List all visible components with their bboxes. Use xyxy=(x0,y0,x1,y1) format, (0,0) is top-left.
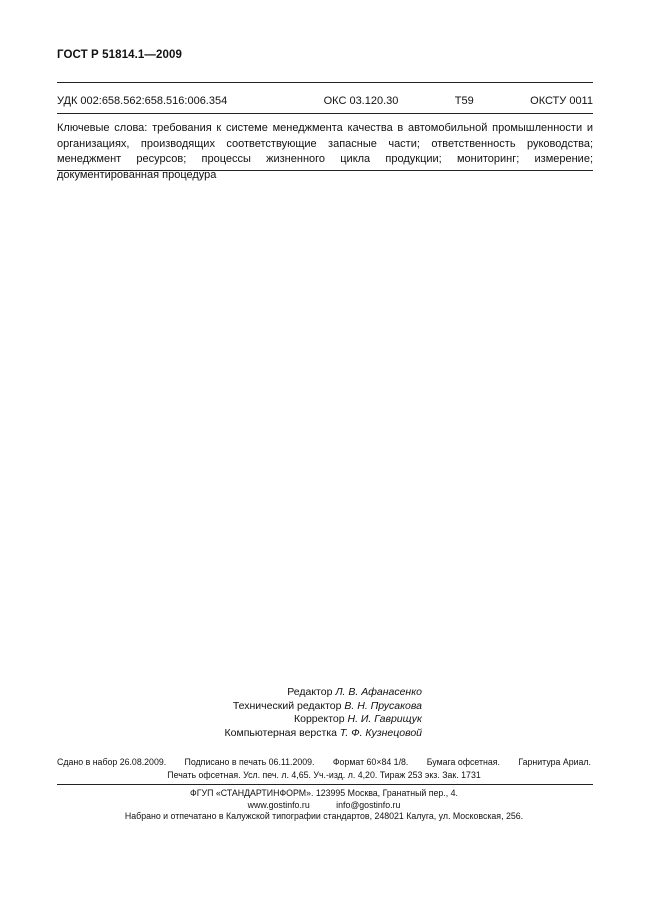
page-format: Формат 60×84 1/8. xyxy=(332,757,409,767)
publisher-block xyxy=(57,788,591,823)
credit-editor xyxy=(200,686,422,700)
classification-divider xyxy=(57,113,593,114)
udk-code: УДК 002:658.562:658.516:006.354 xyxy=(57,95,228,107)
credit-tech-editor xyxy=(200,700,422,714)
signed-date: Подписано в печать 06.11.2009. xyxy=(184,757,315,767)
publisher-website: www.gostinfo.ru xyxy=(247,799,310,810)
credit-role: Компьютерная верстка xyxy=(224,726,337,739)
printer-info: Набрано и отпечатано в Калужской типографии стандартов, 248021 Калуга, ул. Московская, 256. xyxy=(124,811,524,821)
credits-block xyxy=(200,686,422,740)
credit-role: Технический редактор xyxy=(232,699,342,712)
credit-role: Редактор xyxy=(287,686,333,698)
keywords-paragraph: Ключевые слова: требования к системе менеджмента качества в автомобильной промышленности и организациях, производящих соответствующие запасные части; ответственность руководства; менеджмент ресурсов; процессы жизненного цикла продукции; мониторинг; измерение; документированная процедура xyxy=(57,122,593,181)
credit-corrector xyxy=(200,713,422,727)
group-code: Т59 xyxy=(454,95,474,107)
top-divider xyxy=(57,82,593,83)
typeset-date: Сдано в набор 26.08.2009. xyxy=(57,757,167,767)
credit-name: В. Н. Прусакова xyxy=(344,699,422,712)
publisher-email: info@gostinfo.ru xyxy=(336,799,401,810)
printing-line-2: Печать офсетная. Усл. печ. л. 4,65. Уч.-изд. л. 4,20. Тираж 253 экз. Зак. 1731 xyxy=(167,770,481,780)
credit-name: Л. В. Афанасенко xyxy=(335,686,422,698)
printing-details xyxy=(57,756,591,782)
oks-code: ОКС 03.120.30 xyxy=(323,95,399,107)
classification-row xyxy=(57,95,593,107)
keywords-divider xyxy=(57,170,593,171)
paper-type: Бумага офсетная. xyxy=(426,757,501,767)
typeface: Гарнитура Ариал. xyxy=(518,757,591,767)
okstu-code: ОКСТУ 0011 xyxy=(530,95,593,107)
publisher-name: ФГУП «СТАНДАРТИНФОРМ». 123995 Москва, Гранатный пер., 4. xyxy=(190,788,458,798)
credit-role: Корректор xyxy=(294,713,345,725)
credit-name: Т. Ф. Кузнецовой xyxy=(339,726,422,739)
credit-name: Н. И. Гаврищук xyxy=(347,713,422,725)
publisher-divider xyxy=(57,784,593,785)
credit-layout xyxy=(200,727,422,741)
printing-line-1 xyxy=(57,756,591,769)
standard-designation: ГОСТ Р 51814.1—2009 xyxy=(57,49,182,61)
publisher-contacts xyxy=(57,800,591,812)
